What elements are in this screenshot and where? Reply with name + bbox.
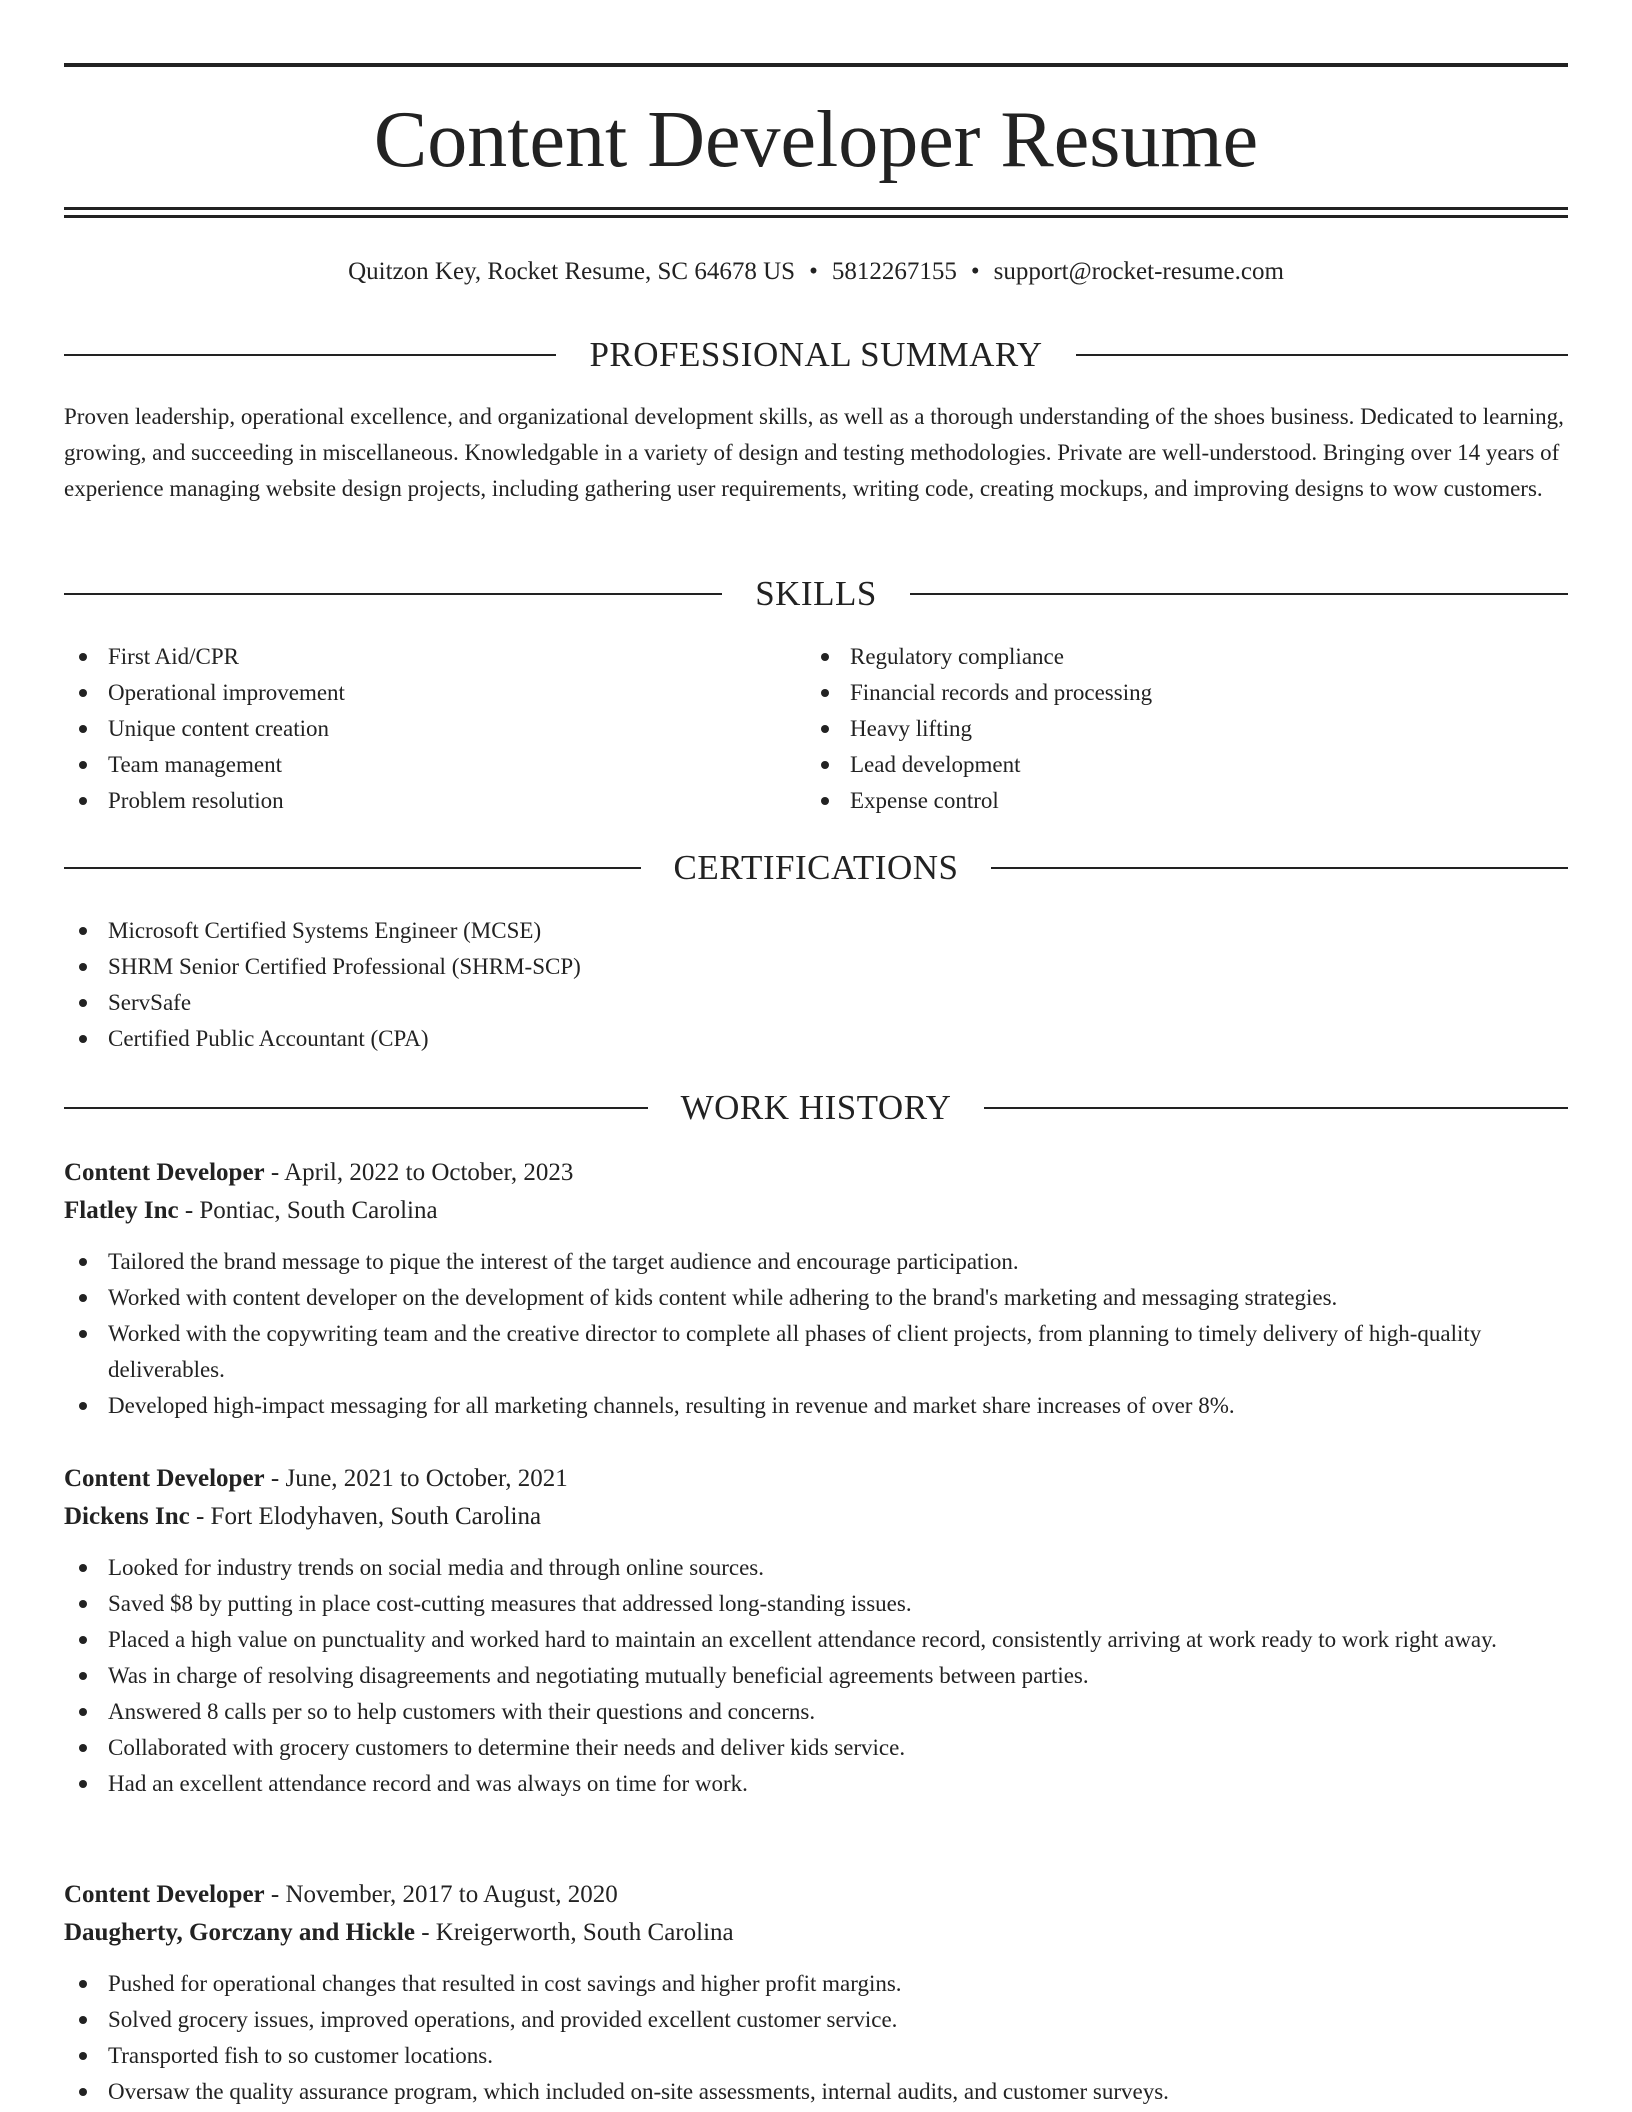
job-company: Daugherty, Gorczany and Hickle	[64, 1919, 415, 1946]
job-bullets	[64, 1550, 1568, 1802]
job-bullet: Answered 8 calls per so to help customers with their questions and concerns.	[64, 1694, 1568, 1730]
heading-rule	[910, 593, 1568, 595]
skill-item: Team management	[64, 747, 764, 783]
certifications-heading-label: CERTIFICATIONS	[673, 848, 959, 887]
skill-item: Expense control	[806, 783, 1506, 819]
skill-item: Regulatory compliance	[806, 639, 1506, 675]
job-title-line	[64, 1154, 1568, 1192]
job-title-line	[64, 1876, 1568, 1914]
skill-item: Operational improvement	[64, 675, 764, 711]
heading-rule	[64, 867, 641, 869]
job-company: Flatley Inc	[64, 1197, 179, 1224]
job-bullet: Worked with content developer on the development of kids content while adhering to the brand's marketing and messaging strategies.	[64, 1280, 1568, 1316]
summary-heading-label: PROFESSIONAL SUMMARY	[589, 335, 1043, 374]
certification-item: Microsoft Certified Systems Engineer (MCSE)	[64, 913, 1568, 949]
job-location: - Fort Elodyhaven, South Carolina	[189, 1503, 542, 1530]
skills-heading-label: SKILLS	[755, 574, 877, 613]
work-history-heading-label: WORK HISTORY	[680, 1088, 952, 1127]
skills-heading	[64, 572, 1568, 616]
job-entry	[64, 1876, 1568, 2110]
job-dates: - June, 2021 to October, 2021	[264, 1465, 568, 1492]
title-double-rule	[64, 207, 1568, 218]
heading-rule	[64, 593, 722, 595]
certification-item: Certified Public Accountant (CPA)	[64, 1021, 1568, 1057]
job-bullet: Had an excellent attendance record and was always on time for work.	[64, 1766, 1568, 1802]
job-company-line	[64, 1498, 1568, 1536]
job-company-line	[64, 1192, 1568, 1230]
contact-email: support@rocket-resume.com	[993, 258, 1284, 285]
job-bullet: Placed a high value on punctuality and worked hard to maintain an excellent attendance record, consistently arriving at work ready to work right away.	[64, 1622, 1568, 1658]
job-bullets	[64, 1966, 1568, 2110]
job-bullet: Saved $8 by putting in place cost-cutting measures that addressed long-standing issues.	[64, 1586, 1568, 1622]
skill-item: Problem resolution	[64, 783, 764, 819]
certification-item: SHRM Senior Certified Professional (SHRM-SCP)	[64, 949, 1568, 985]
summary-text: Proven leadership, operational excellence, and organizational development skills, as well as a thorough understanding of the shoes business. Dedicated to learning, growing, and succeeding in miscellaneous. Knowledgable in a variety of design and testing methodologies. Private are well-understood. Bringing over 14 years of experience managing website design projects, including gathering user requirements, writing code, creating mockups, and improving designs to wow customers.	[64, 404, 1564, 501]
job-role: Content Developer	[64, 1159, 265, 1186]
job-bullet: Developed high-impact messaging for all marketing channels, resulting in revenue and market share increases of over 8%.	[64, 1388, 1568, 1424]
job-company-line	[64, 1914, 1568, 1952]
job-bullets	[64, 1244, 1568, 1424]
contact-phone: 5812267155	[831, 258, 957, 285]
skill-item: Lead development	[806, 747, 1506, 783]
job-bullet: Worked with the copywriting team and the creative director to complete all phases of client projects, from planning to timely delivery of high-quality deliverables.	[64, 1316, 1568, 1388]
job-dates: - November, 2017 to August, 2020	[264, 1881, 618, 1908]
contact-line	[64, 254, 1568, 290]
skill-item: Financial records and processing	[806, 675, 1506, 711]
job-bullet: Looked for industry trends on social media and through online sources.	[64, 1550, 1568, 1586]
job-location: - Pontiac, South Carolina	[178, 1197, 438, 1224]
summary-heading	[64, 333, 1568, 377]
heading-rule	[1076, 354, 1568, 356]
job-bullet: Solved grocery issues, improved operations, and provided excellent customer service.	[64, 2002, 1568, 2038]
job-bullet: Tailored the brand message to pique the interest of the target audience and encourage participation.	[64, 1244, 1568, 1280]
certifications-heading	[64, 846, 1568, 890]
skill-item: First Aid/CPR	[64, 639, 764, 675]
job-entry	[64, 1460, 1568, 1802]
certification-item: ServSafe	[64, 985, 1568, 1021]
work-history-heading	[64, 1086, 1568, 1130]
heading-rule	[64, 354, 556, 356]
top-rule	[64, 63, 1568, 67]
job-location: - Kreigerworth, South Carolina	[414, 1919, 734, 1946]
skill-item: Heavy lifting	[806, 711, 1506, 747]
heading-rule	[991, 867, 1568, 869]
job-company: Dickens Inc	[64, 1503, 190, 1530]
job-bullet: Collaborated with grocery customers to determine their needs and deliver kids service.	[64, 1730, 1568, 1766]
contact-separator: •	[970, 258, 980, 285]
heading-rule	[984, 1107, 1568, 1109]
resume-title: Content Developer Resume	[373, 96, 1259, 184]
contact-address: Quitzon Key, Rocket Resume, SC 64678 US	[348, 258, 796, 285]
job-role: Content Developer	[64, 1881, 265, 1908]
contact-separator: •	[809, 258, 818, 285]
skills-list-left	[64, 639, 764, 819]
certifications-list	[64, 913, 1568, 1057]
job-bullet: Pushed for operational changes that resulted in cost savings and higher profit margins.	[64, 1966, 1568, 2002]
job-title-line	[64, 1460, 1568, 1498]
skill-item: Unique content creation	[64, 711, 764, 747]
heading-rule	[64, 1107, 648, 1109]
job-bullet: Was in charge of resolving disagreements and negotiating mutually beneficial agreements between parties.	[64, 1658, 1568, 1694]
job-bullet: Transported fish to so customer locations.	[64, 2038, 1568, 2074]
skills-list-right	[806, 639, 1506, 819]
job-bullet: Oversaw the quality assurance program, which included on-site assessments, internal audits, and customer surveys.	[64, 2074, 1568, 2110]
job-role: Content Developer	[64, 1465, 265, 1492]
job-dates: - April, 2022 to October, 2023	[264, 1159, 574, 1186]
job-entry	[64, 1154, 1568, 1424]
